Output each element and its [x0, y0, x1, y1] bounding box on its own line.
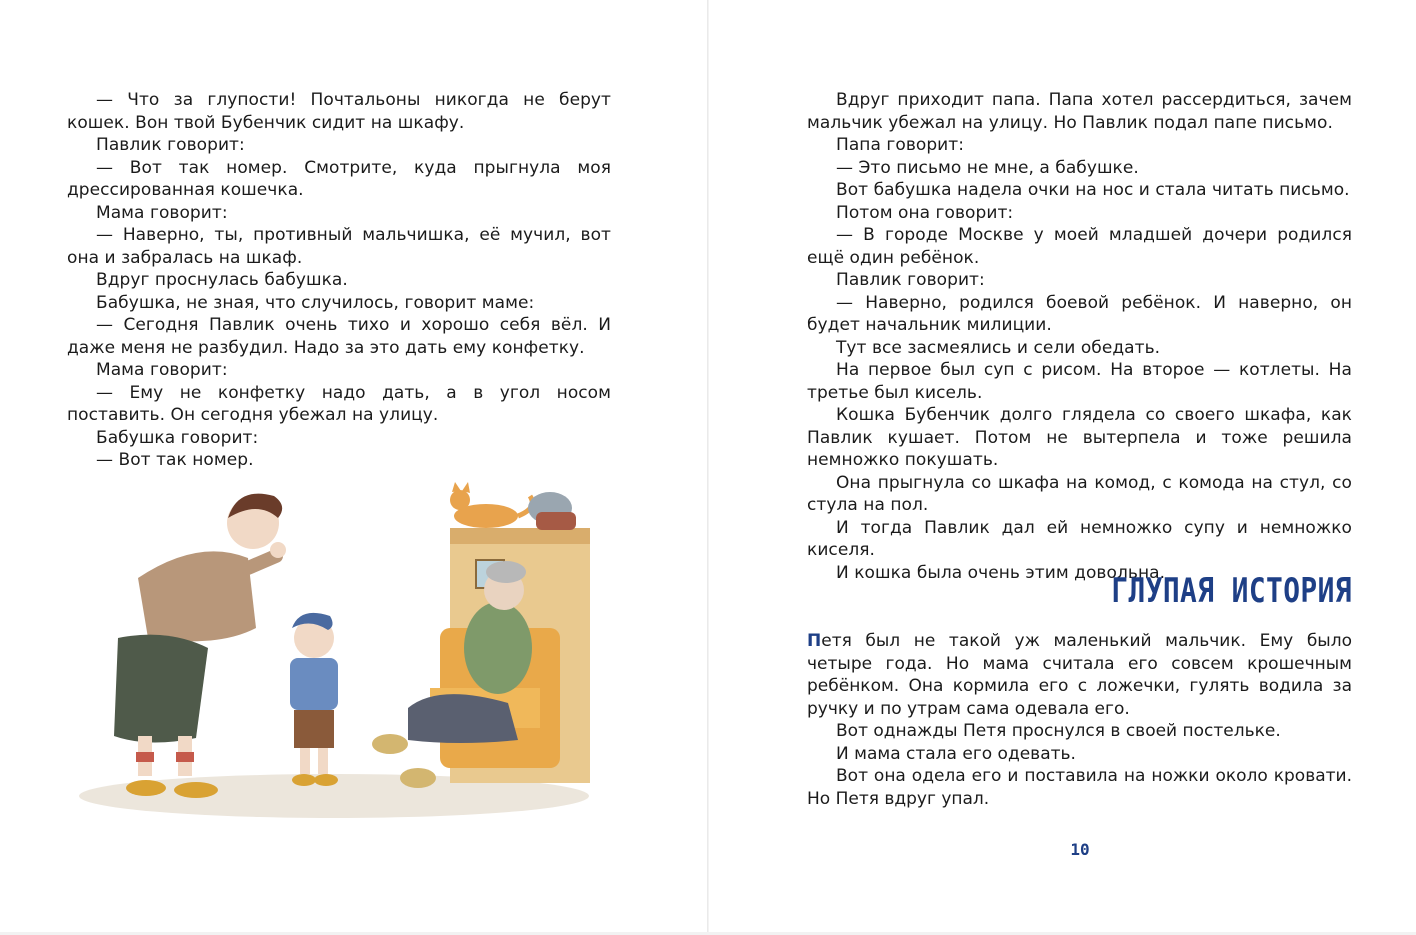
- paragraph: — Ему не конфетку надо дать, а в угол носом поставить. Он сегодня убежал на улицу.: [67, 382, 611, 425]
- paragraph: Бабушка говорит:: [96, 427, 259, 448]
- cat: [450, 482, 532, 528]
- paragraph: Вот она одела его и поставила на ножки около кровати. Но Петя вдруг упал.: [807, 766, 1352, 809]
- paragraph: Мама говорит:: [96, 360, 228, 380]
- bundle: [528, 492, 576, 530]
- paragraph: — Вот так номер. Смотрите, куда прыгнула моя дрессированная кошечка.: [67, 157, 611, 200]
- boy: [290, 613, 338, 786]
- paragraph: Вот бабушка надела очки на нос и стала читать письмо.: [836, 180, 1350, 200]
- paragraph: — Что за глупости! Почтальоны никогда не берут кошек. Вон твой Бубенчик сидит на шкафу.: [67, 90, 611, 133]
- paragraph: Потом она говорит:: [836, 202, 1014, 223]
- paragraph: Тут все засмеялись и сели обедать.: [836, 337, 1161, 358]
- story-illustration: [78, 478, 590, 818]
- paragraph: — В городе Москве у моей младшей дочери родился ещё один ребёнок.: [807, 225, 1352, 268]
- paragraph: Вдруг проснулась бабушка.: [96, 270, 348, 290]
- paragraph: Павлик говорит:: [836, 270, 985, 290]
- right-page-text: [807, 89, 1352, 584]
- mother: [114, 494, 286, 798]
- paragraph: И кошка была очень этим довольна.: [836, 562, 1166, 583]
- paragraph: Мама говорит:: [96, 202, 228, 223]
- chapter-title: ГЛУПАЯ ИСТОРИЯ: [1111, 571, 1352, 611]
- paragraph: Она прыгнула со шкафа на комод, с комода на стул, со стула на пол.: [807, 472, 1352, 515]
- paragraph: И мама стала его одевать.: [836, 743, 1076, 764]
- book-gutter: [707, 0, 709, 935]
- paragraph: Вот однажды Петя проснулся в своей постельке.: [836, 721, 1281, 741]
- paragraph: Кошка Бубенчик долго глядела со своего шкафа, как Павлик кушает. Потом не вытерпела и тоже решила немножко покушать.: [807, 405, 1352, 470]
- left-page-text: [67, 89, 611, 472]
- paragraph: На первое был суп с рисом. На второе — котлеты. На третье был кисель.: [807, 360, 1352, 403]
- paragraph: — Вот так номер.: [96, 450, 254, 470]
- paragraph: Вдруг приходит папа. Папа хотел рассердиться, зачем мальчик убежал на улицу. Но Павлик подал папе письмо.: [807, 90, 1352, 133]
- paragraph: Павлик говорит:: [96, 135, 245, 155]
- paragraph: Папа говорит:: [836, 135, 965, 155]
- story-first-rest: етя был не такой уж маленький мальчик. Ему было четыре года. Но мама считала его совсем крошечным ребёнком. Она кормила его с ложечки, гулять водила за ручку и по утрам сама одевала его.: [807, 631, 1352, 719]
- story-text: [807, 630, 1352, 810]
- page-number: 10: [1070, 840, 1090, 859]
- paragraph: — Это письмо не мне, а бабушке.: [836, 157, 1139, 178]
- paragraph: — Наверно, родился боевой ребёнок. И наверно, он будет начальник милиции.: [807, 292, 1352, 335]
- paragraph: — Сегодня Павлик очень тихо и хорошо себя вёл. И даже меня не разбудил. Надо за это дать ему конфетку.: [67, 315, 611, 358]
- paragraph: — Наверно, ты, противный мальчишка, её мучил, вот она и забралась на шкаф.: [67, 225, 611, 268]
- paragraph: Бабушка, не зная, что случилось, говорит маме:: [96, 292, 535, 313]
- drop-cap: П: [807, 631, 822, 651]
- story-first-paragraph: [807, 630, 1352, 720]
- paragraph: И тогда Павлик дал ей немножко супу и немножко киселя.: [807, 517, 1352, 560]
